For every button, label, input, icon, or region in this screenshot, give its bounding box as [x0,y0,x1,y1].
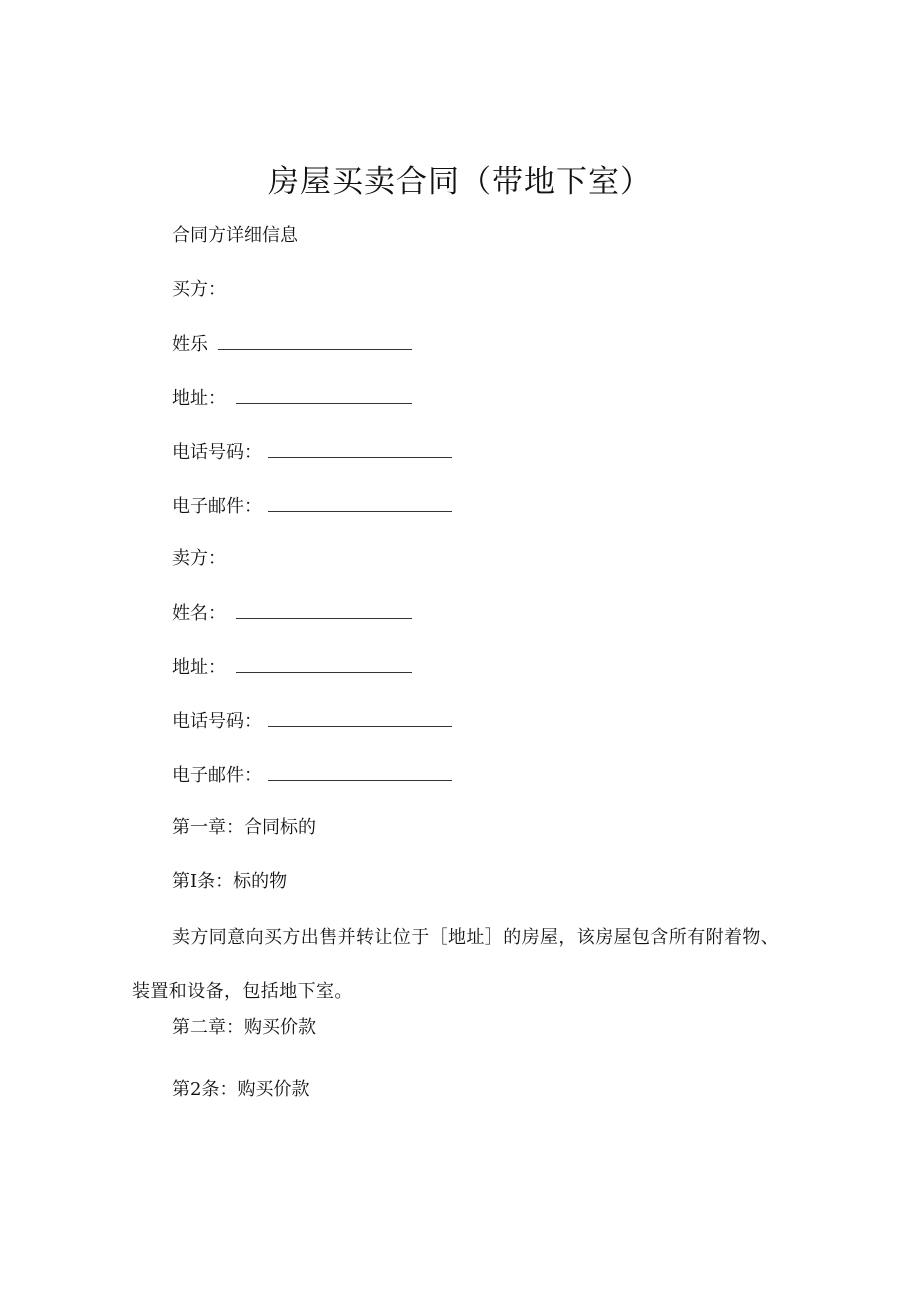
buyer-email-label: 电子邮件： [172,496,262,517]
article-2-heading: 第2条：购买价款 [172,1079,310,1100]
seller-email-label: 电子邮件： [172,765,262,786]
buyer-address-field[interactable] [236,385,412,404]
buyer-email-row [172,493,452,520]
seller-phone-field[interactable] [268,708,452,727]
seller-name-field[interactable] [236,600,412,619]
seller-address-field[interactable] [236,654,412,673]
article-1-heading: 第I条：标的物 [172,871,288,892]
seller-address-label: 地址： [172,657,226,678]
buyer-heading: 买方： [172,279,226,300]
buyer-name-label: 姓乐 [172,334,208,355]
buyer-name-field[interactable] [218,331,412,350]
buyer-phone-label: 电话号码： [172,442,262,463]
party-details-heading: 合同方详细信息 [172,225,298,246]
buyer-phone-field[interactable] [268,439,452,458]
buyer-email-field[interactable] [268,493,452,512]
seller-phone-label: 电话号码： [172,711,262,732]
seller-email-row [172,762,452,789]
buyer-address-row [172,385,412,412]
buyer-name-row [172,331,412,358]
seller-email-field[interactable] [268,762,452,781]
seller-address-row [172,654,412,681]
seller-name-row [172,600,412,627]
document-title: 房屋买卖合同（带地下室） [268,164,652,200]
seller-heading: 卖方： [172,548,226,569]
article-1-paragraph: 卖方同意向买方出售并转让位于［地址］的房屋，该房屋包含所有附着物、装置和设备，包括地下室。 [132,927,780,1002]
buyer-phone-row [172,439,452,466]
buyer-address-label: 地址： [172,388,226,409]
seller-phone-row [172,708,452,735]
chapter-2-heading: 第二章：购买价款 [172,1017,316,1038]
chapter-1-heading: 第一章：合同标的 [172,817,316,838]
seller-name-label: 姓名： [172,603,226,624]
